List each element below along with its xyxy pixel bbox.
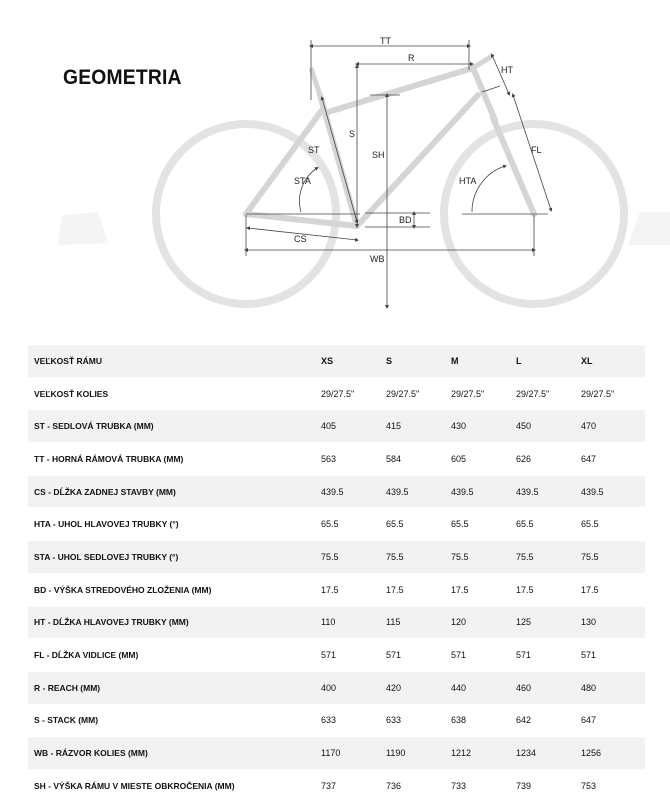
value-cell: 571 [580,639,645,672]
row-label-cell: HTA - UHOL HLAVOVEJ TRUBKY (°) [28,508,320,541]
value-cell: 753 [580,769,645,802]
row-label-cell: TT - HORNÁ RÁMOVÁ TRUBKA (MM) [28,443,320,476]
value-cell: 480 [580,671,645,704]
value-cell: 17.5 [515,573,580,606]
value-cell: 17.5 [385,573,450,606]
value-cell: 633 [320,704,385,737]
table-row [28,541,645,574]
table-row [28,443,645,476]
value-cell: 75.5 [385,541,450,574]
label-tt: TT [380,36,391,46]
label-sta: STA [294,176,311,186]
label-wb: WB [370,254,385,264]
value-cell: 439.5 [450,475,515,508]
value-cell: 571 [320,639,385,672]
label-cs: CS [294,234,307,244]
background-shape-left [58,212,108,245]
value-cell: 65.5 [385,508,450,541]
geometry-table [28,345,645,803]
label-r: R [408,53,415,63]
value-cell: 1212 [450,737,515,770]
table-row [28,475,645,508]
value-cell: 440 [450,671,515,704]
value-cell: 17.5 [580,573,645,606]
value-cell: 65.5 [580,508,645,541]
table-header-row [28,345,645,377]
value-cell: 633 [385,704,450,737]
value-cell: 571 [515,639,580,672]
value-cell: 584 [385,443,450,476]
value-cell: 75.5 [450,541,515,574]
row-label-cell: SH - VÝŠKA RÁMU V MIESTE OBKROČENIA (MM) [28,769,320,802]
row-label-cell: HT - DĹŽKA HLAVOVEJ TRUBKY (MM) [28,606,320,639]
table-row [28,704,645,737]
value-cell: 75.5 [515,541,580,574]
table-row [28,671,645,704]
value-cell: 638 [450,704,515,737]
value-cell: 115 [385,606,450,639]
value-cell: 17.5 [450,573,515,606]
value-cell: 439.5 [580,475,645,508]
label-ht: HT [501,65,513,75]
row-label-cell: VEĽKOSŤ KOLIES [28,377,320,410]
background-shape-right [628,212,670,245]
value-cell: 647 [580,443,645,476]
value-cell: 29/27.5" [580,377,645,410]
header-size-cell: S [385,345,450,377]
value-cell: 626 [515,443,580,476]
value-cell: 642 [515,704,580,737]
value-cell: 439.5 [320,475,385,508]
row-label-cell: R - REACH (MM) [28,671,320,704]
value-cell: 120 [450,606,515,639]
bike-geometry-diagram [0,0,670,330]
value-cell: 430 [450,410,515,443]
value-cell: 1256 [580,737,645,770]
value-cell: 736 [385,769,450,802]
value-cell: 65.5 [450,508,515,541]
value-cell: 563 [320,443,385,476]
value-cell: 420 [385,671,450,704]
value-cell: 733 [450,769,515,802]
row-label-cell: S - STACK (MM) [28,704,320,737]
table-row [28,377,645,410]
row-label-cell: FL - DĹŽKA VIDLICE (MM) [28,639,320,672]
label-st: ST [308,145,320,155]
value-cell: 1170 [320,737,385,770]
value-cell: 65.5 [320,508,385,541]
table-row [28,606,645,639]
value-cell: 739 [515,769,580,802]
table-row [28,410,645,443]
value-cell: 1190 [385,737,450,770]
value-cell: 415 [385,410,450,443]
stem [473,56,492,68]
value-cell: 605 [450,443,515,476]
value-cell: 29/27.5" [385,377,450,410]
table-row [28,573,645,606]
table-row [28,508,645,541]
value-cell: 130 [580,606,645,639]
header-size-cell: M [450,345,515,377]
value-cell: 450 [515,410,580,443]
header-size-cell: XL [580,345,645,377]
value-cell: 470 [580,410,645,443]
value-cell: 110 [320,606,385,639]
value-cell: 17.5 [320,573,385,606]
seatpost [311,68,320,95]
table-row [28,737,645,770]
value-cell: 75.5 [320,541,385,574]
value-cell: 75.5 [580,541,645,574]
value-cell: 29/27.5" [450,377,515,410]
label-bd: BD [399,215,412,225]
row-label-cell: BD - VÝŠKA STREDOVÉHO ZLOŽENIA (MM) [28,573,320,606]
label-sh: SH [372,150,385,160]
value-cell: 29/27.5" [320,377,385,410]
value-cell: 29/27.5" [515,377,580,410]
header-label-cell: VEĽKOSŤ RÁMU [28,345,320,377]
bike-frame [246,68,534,226]
value-cell: 125 [515,606,580,639]
value-cell: 439.5 [515,475,580,508]
label-s: S [349,129,356,139]
value-cell: 571 [450,639,515,672]
row-label-cell: WB - RÁZVOR KOLIES (MM) [28,737,320,770]
page-title: GEOMETRIA [63,66,182,89]
row-label-cell: ST - SEDLOVÁ TRUBKA (MM) [28,410,320,443]
value-cell: 65.5 [515,508,580,541]
label-hta: HTA [459,176,477,186]
table-row [28,769,645,802]
header-size-cell: XS [320,345,385,377]
value-cell: 737 [320,769,385,802]
value-cell: 405 [320,410,385,443]
header-size-cell: L [515,345,580,377]
value-cell: 1234 [515,737,580,770]
row-label-cell: CS - DĹŽKA ZADNEJ STAVBY (MM) [28,475,320,508]
value-cell: 460 [515,671,580,704]
value-cell: 400 [320,671,385,704]
value-cell: 647 [580,704,645,737]
value-cell: 571 [385,639,450,672]
label-fl: FL [531,145,542,155]
row-label-cell: STA - UHOL SEDLOVEJ TRUBKY (°) [28,541,320,574]
value-cell: 439.5 [385,475,450,508]
table-row [28,639,645,672]
